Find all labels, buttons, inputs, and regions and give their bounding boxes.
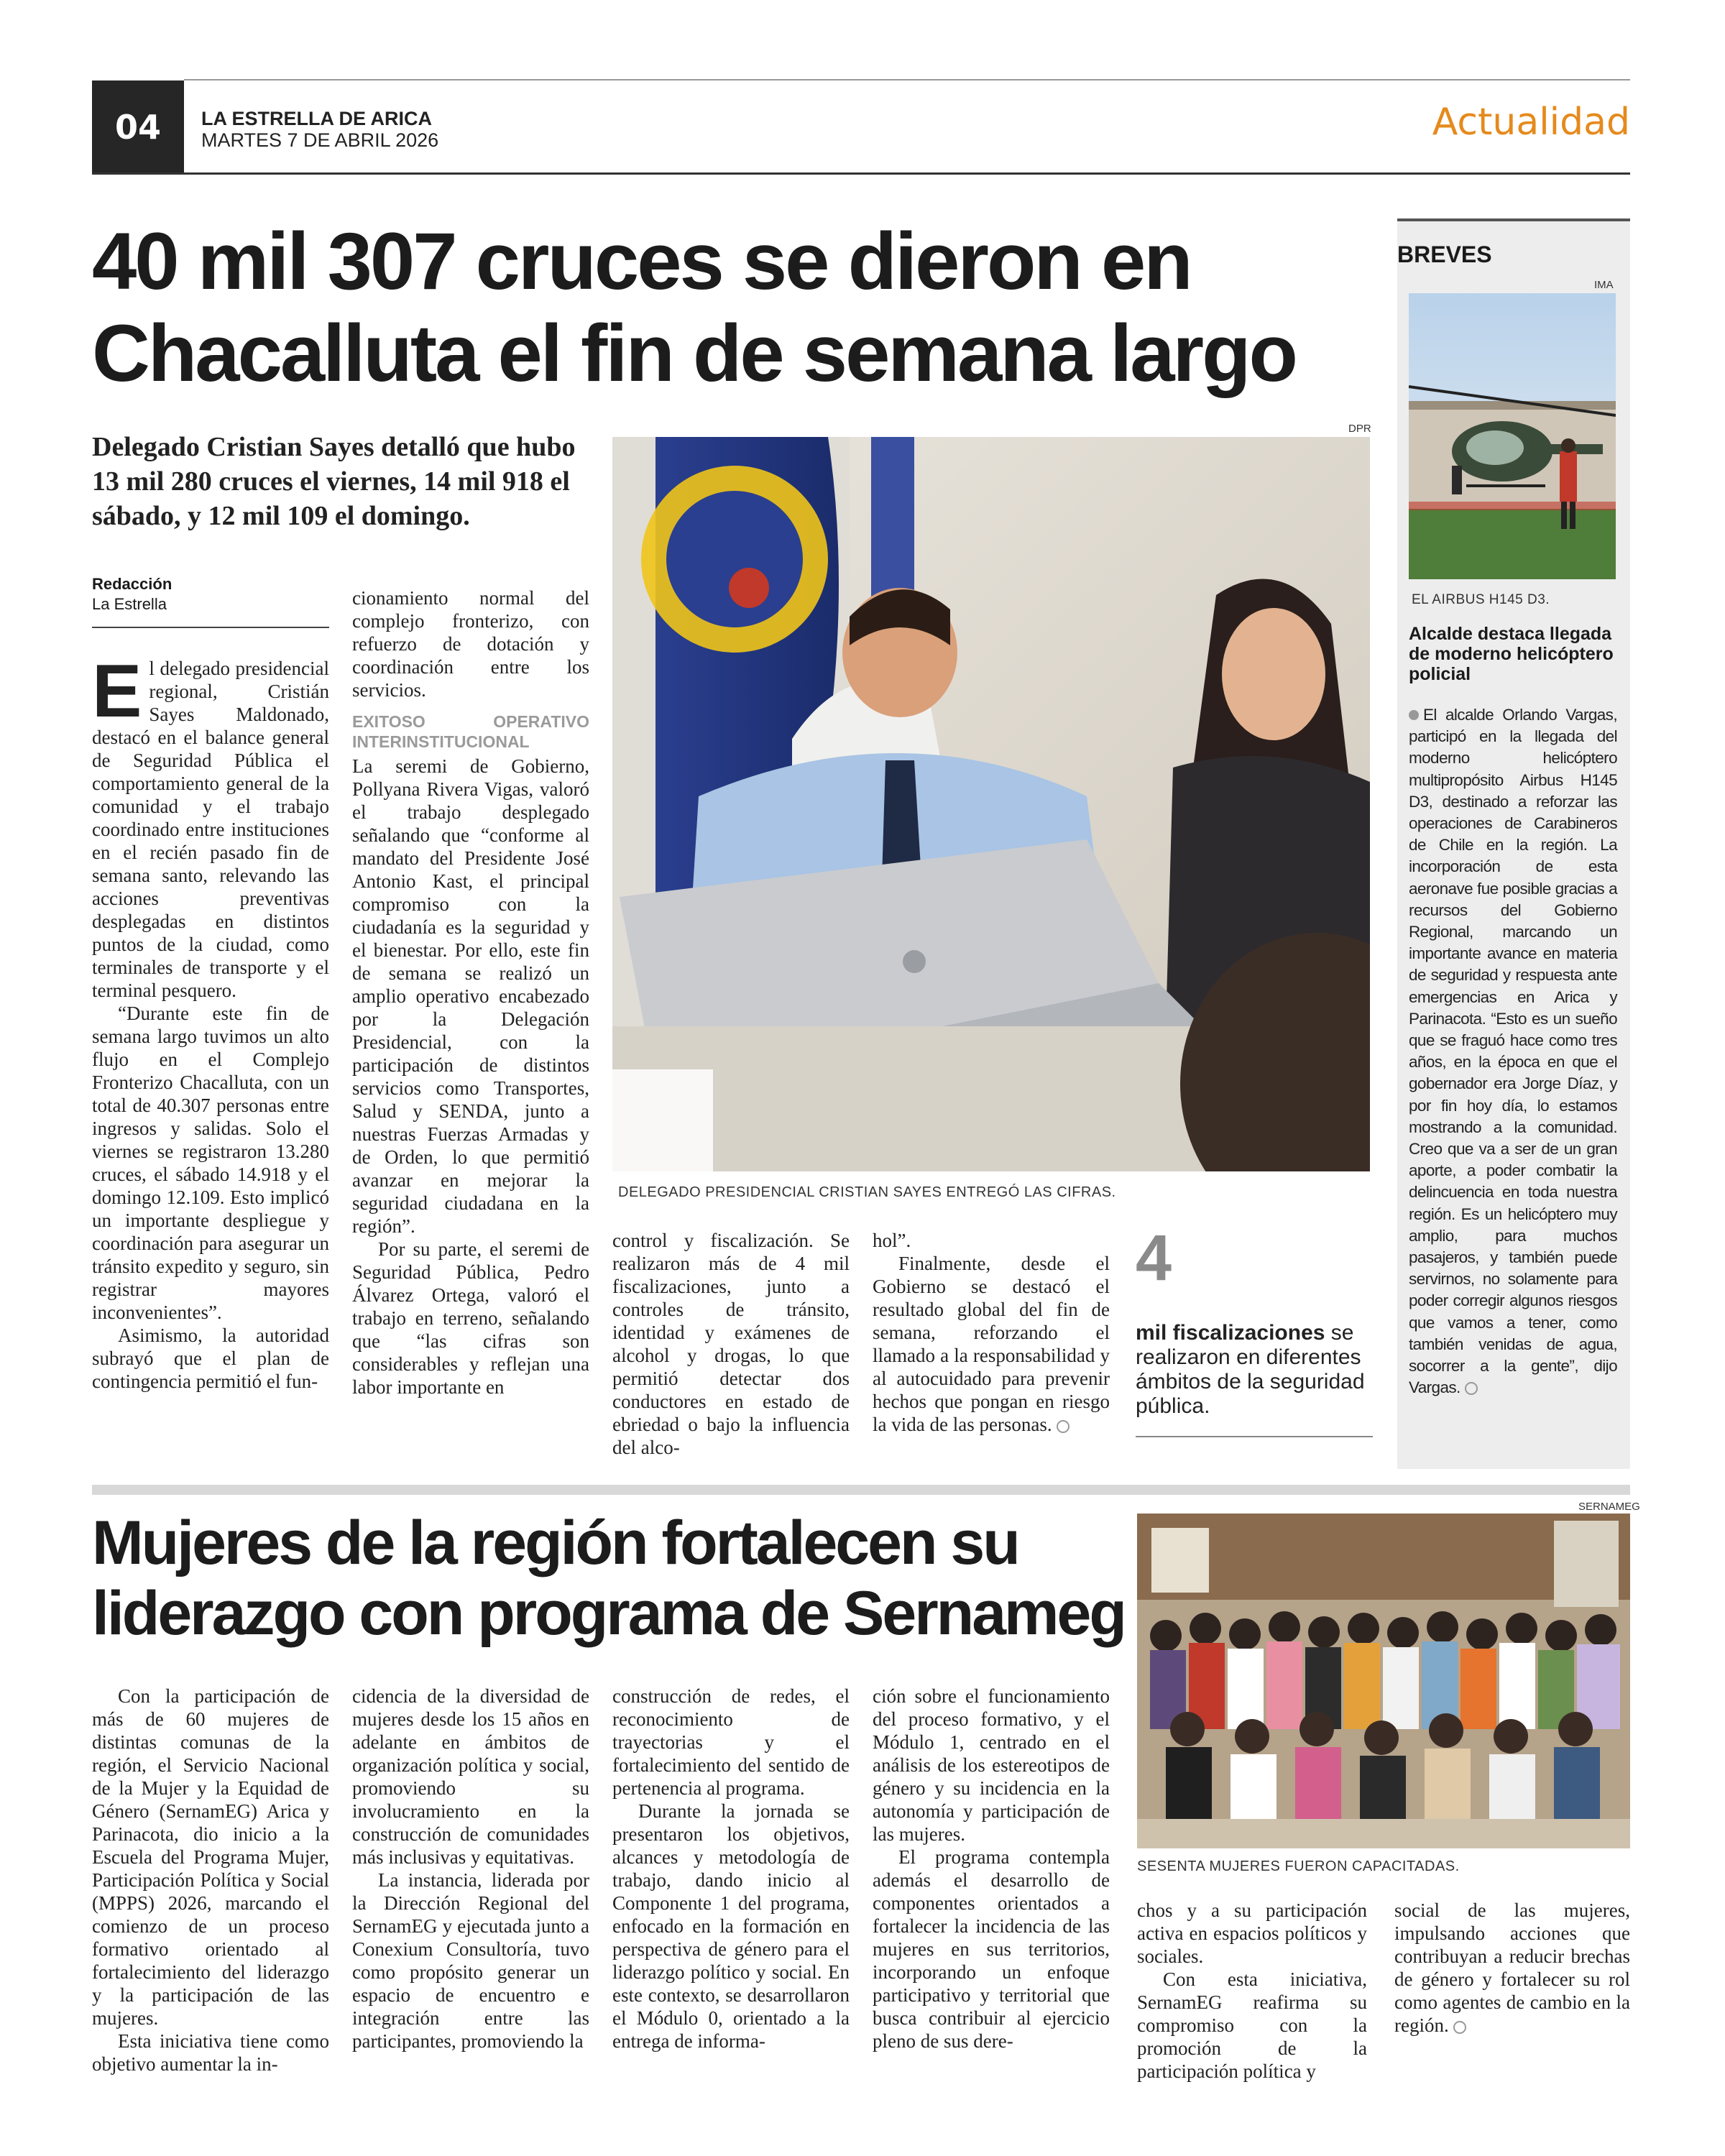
photo-helicopter — [1409, 293, 1616, 579]
article2-paragraph: social de las mujeres, impulsando acciones que contribuyan a reducir brechas de género y fortalecer su rol como agentes de cambio en la región. — [1394, 1899, 1630, 2036]
photo-credit: DPR — [1348, 423, 1371, 435]
article1-paragraph: Por su parte, el seremi de Seguridad Pública, Pedro Álvarez Ortega, valoró el trabajo en terreno, señalando que “las cifras son considerables y reflejan una labor importante en — [352, 1238, 589, 1398]
article2-paragraph: cidencia de la diversidad de mujeres desde los 15 años en adelante en ámbitos de organización política y social, promoviendo su involucramiento en la construcción de comunidades más inclusivas y equitativas. — [352, 1685, 589, 1868]
fact-bold: mil fiscalizaciones — [1136, 1321, 1325, 1345]
article2-photo — [1137, 1514, 1630, 1848]
main-photo — [612, 437, 1370, 1171]
breves-photo-credit: IMA — [1594, 279, 1614, 291]
end-mark-icon — [1465, 1382, 1478, 1395]
article1-headline-line1: 40 mil 307 cruces se dieron en — [92, 216, 1191, 306]
breves-body: El alcalde Orlando Vargas, participó en la llegada del moderno helicóptero multipropósito Airbus H145 D3, destinado a reforzar las operaciones de Carabineros de Chile en la región. La incorporación de esta aeronave fue posible gracias a recursos del Gobierno Regional, marcando un importante avance en materia de seguridad y respuesta ante emergencias en Arica y Parinacota. “Esto es un sueño que se fraguó hace como tres años, en la época en que el gobernador era Jorge Díaz, y por fin hoy día, lo estamos mostrando a la comunidad. Creo que va a ser de un gran aporte, a poder combatir la delincuencia en toda nuestra región. Es un helicóptero muy amplio, para muchos pasajeros, y también puede servirnos, no solamente para poder corregir algunos riesgos que vamos a tener, como también venidas de agua, socorrer a la gente”, dijo Vargas. — [1409, 706, 1617, 1397]
photo-delegate-meeting — [612, 437, 1370, 1171]
article1-paragraph: cionamiento normal del complejo fronterizo, con refuerzo de dotación y coordinación entre los servicios. — [352, 587, 589, 701]
article1-paragraph: El delegado presidencial regional, Cristián Sayes Maldonado, destacó en el balance general de Seguridad Pública el comportamiento general de la comunidad y el trabajo coordinado entre instituciones en el recién pasado fin de semana santo, relevando las acciones preventivas desplegadas en distintos puntos de la ciudad, como terminales de transporte y el terminal pesquero. — [92, 650, 329, 1001]
header-top-rule — [184, 79, 1630, 80]
end-mark-icon — [1453, 2021, 1466, 2034]
article1-column-4 — [873, 1229, 1110, 1436]
section-divider — [92, 1485, 1630, 1495]
article1-column-3 — [612, 1229, 850, 1459]
issue-date: MARTES 7 DE ABRIL 2026 — [201, 129, 439, 151]
photo-group-women — [1137, 1514, 1630, 1848]
article2-headline-line1: Mujeres de la región fortalecen su — [92, 1508, 1018, 1577]
header-bottom-rule — [92, 172, 1630, 175]
article2-paragraph: Con la participación de más de 60 mujeres de distintas comunas de la región, el Servicio Nacional de la Mujer y la Equidad de Género (SernamEG) Arica y Parinacota, dio inicio a la Escuela del Programa Mujer, Participación Política y Social (MPPS) 2026, marcando el comienzo de un proceso formativo orientado al fortalecimiento del liderazgo y la participación de las mujeres. — [92, 1685, 329, 2029]
article1-headline — [92, 216, 1386, 400]
article2-paragraph: La instancia, liderada por la Dirección Regional del SernamEG y ejecutada junto a Conexium Consultoría, tuvo como propósito generar un espacio de encuentro e integración entre las participantes, promoviendo la — [352, 1869, 589, 2052]
fact-text: se realizaron en diferentes ámbitos de la seguridad pública. — [1136, 1321, 1365, 1418]
article2-headline-line2: liderazgo con programa de Sernameg — [92, 1579, 1125, 1648]
article2-paragraph: El programa contempla además el desarrollo de componentes orientados a fortalecer la incidencia de las mujeres en sus territorios, incorporando un enfoque participativo y territorial que busca contribuir al ejercicio pleno de sus dere- — [873, 1846, 1110, 2052]
page-number: 04 — [92, 80, 184, 174]
fact-box-rule — [1136, 1436, 1373, 1437]
article2-photo-credit: SERNAMEG — [1578, 1501, 1640, 1513]
article1-headline-line2: Chacalluta el fin de semana largo — [92, 308, 1296, 398]
article1-subhead: EXITOSO OPERATIVO INTERINSTITUCIONAL — [352, 712, 589, 751]
breves-photo-caption: EL AIRBUS H145 D3. — [1412, 592, 1550, 607]
breves-photo — [1409, 293, 1616, 579]
byline-source: La Estrella — [92, 595, 167, 613]
section-label: Actualidad — [1432, 101, 1630, 144]
breves-top-rule — [1397, 218, 1630, 221]
byline-name: Redacción — [92, 575, 172, 593]
breves-headline: Alcalde destaca llegada de moderno helicóptero policial — [1409, 624, 1614, 684]
breves-label: BREVES — [1397, 241, 1492, 267]
article2-paragraph: chos y a su participación activa en espacios políticos y sociales. — [1137, 1899, 1367, 1967]
article1-paragraph: Asimismo, la autoridad subrayó que el plan de contingencia permitió el fun- — [92, 1325, 329, 1392]
article2-photo-caption: SESENTA MUJERES FUERON CAPACITADAS. — [1137, 1858, 1460, 1874]
article1-column-1 — [92, 650, 329, 1393]
newspaper-name: LA ESTRELLA DE ARICA — [201, 108, 432, 129]
photo-caption: DELEGADO PRESIDENCIAL CRISTIAN SAYES ENTREGÓ LAS CIFRAS. — [618, 1184, 1116, 1200]
end-mark-icon — [1057, 1420, 1070, 1433]
article1-paragraph: Finalmente, desde el Gobierno se destacó el resultado global del fin de semana, reforzando el llamado a la responsabilidad y al autocuidado para prevenir hechos que pongan en riesgo la vida de las personas. — [873, 1253, 1110, 1435]
article2-column-5 — [1137, 1899, 1367, 2083]
article1-column-2 — [352, 586, 589, 1399]
byline-rule — [92, 627, 329, 628]
article2-column-1 — [92, 1685, 329, 2076]
article2-column-6 — [1394, 1899, 1630, 2037]
article1-paragraph: “Durante este fin de semana largo tuvimos un alto flujo en el Complejo Fronterizo Chacalluta, con un total de 40.307 personas entre ingresos y salidas. Solo el viernes se registraron 13.280 cruces, el sábado 14.918 y el domingo 12.109. Esto implicó un importante despliegue y coordinación para asegurar un tránsito expedito y seguro, sin registrar mayores inconvenientes”. — [92, 1003, 329, 1323]
article2-paragraph: Esta iniciativa tiene como objetivo aumentar la in- — [92, 2030, 329, 2075]
fact-number: 4 — [1136, 1222, 1172, 1294]
article2-paragraph: construcción de redes, el reconocimiento de trayectorias y el fortalecimiento del sentido de pertenencia al programa. — [612, 1685, 850, 1799]
article2-column-2 — [352, 1685, 589, 2053]
article1-paragraph: hol”. — [873, 1230, 911, 1251]
drop-cap: E — [92, 650, 142, 733]
article2-column-3 — [612, 1685, 850, 2053]
article2-paragraph: ción sobre el funcionamiento del proceso formativo, y el Módulo 1, centrado en el análisis de los estereotipos de género y su incidencia en la autonomía y participación de las mujeres. — [873, 1685, 1110, 1845]
article2-column-4 — [873, 1685, 1110, 2053]
fact-box — [1136, 1321, 1373, 1419]
article1-paragraph: control y fiscalización. Se realizaron más de 4 mil fiscalizaciones, junto a controles de tránsito, identidad y exámenes de alcohol y drogas, lo que permitió detectar dos conductores en estado de ebriedad o bajo la influencia del alco- — [612, 1230, 850, 1458]
article2-headline — [92, 1508, 1134, 1649]
article2-paragraph: Con esta iniciativa, SernamEG reafirma su compromiso con la promoción de la participación política y — [1137, 1968, 1367, 2082]
article2-paragraph: Durante la jornada se presentaron los objetivos, alcances y metodología de trabajo, dando inicio al Componente 1 del programa, enfocado en la formación en perspectiva de género para el liderazgo político y social. En este contexto, se desarrollaron el Módulo 0, orientado a la entrega de informa- — [612, 1800, 850, 2052]
article1-deck: Delegado Cristian Sayes detalló que hubo 13 mil 280 cruces el viernes, 14 mil 918 el sábado, y 12 mil 109 el domingo. — [92, 432, 576, 531]
article1-paragraph: La seremi de Gobierno, Pollyana Rivera Vigas, valoró el trabajo desplegado señalando que “conforme al mandato del Presidente José Antonio Kast, el principal compromiso con la ciudadanía es la seguridad y el bienestar. Por ello, este fin de semana se realizó un amplio operativo encabezado por la Delegación Presidencial, con la participación de distintos servicios como Transportes, Salud y SENDA, junto a nuestras Fuerzas Armadas y de Orden, lo que permitió avanzar en mejorar la seguridad ciudadana en la región”. — [352, 755, 589, 1237]
bullet-icon — [1409, 710, 1419, 720]
